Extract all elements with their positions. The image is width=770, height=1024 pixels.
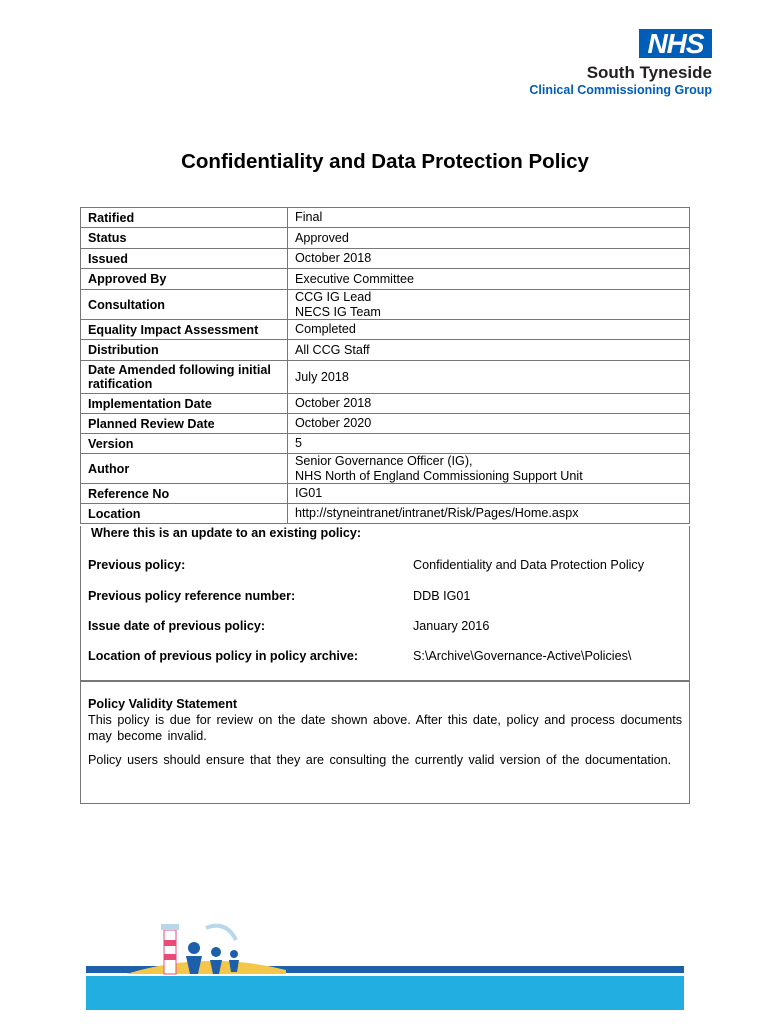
metadata-value-line: NECS IG Team bbox=[295, 304, 381, 319]
metadata-value bbox=[288, 320, 689, 339]
metadata-value-line: Completed bbox=[295, 322, 356, 336]
metadata-label: Ratified bbox=[81, 208, 288, 227]
metadata-row bbox=[81, 320, 689, 340]
metadata-value bbox=[288, 249, 689, 268]
footer-sea-band bbox=[86, 976, 684, 1010]
metadata-label: Author bbox=[81, 454, 288, 483]
metadata-value bbox=[288, 228, 689, 248]
metadata-row bbox=[81, 208, 689, 228]
metadata-row bbox=[81, 228, 689, 249]
figure-icon bbox=[188, 942, 200, 954]
metadata-value bbox=[288, 208, 689, 227]
metadata-label: Status bbox=[81, 228, 288, 248]
metadata-value bbox=[288, 454, 689, 483]
validity-paragraph: This policy is due for review on the date shown above. After this date, policy and process documents may become invalid. bbox=[88, 713, 682, 743]
previous-policy-value: January 2016 bbox=[413, 619, 490, 633]
metadata-label: Location bbox=[81, 504, 288, 523]
previous-policy-label: Issue date of previous policy: bbox=[88, 619, 266, 633]
metadata-row bbox=[81, 269, 689, 290]
metadata-value-line: October 2018 bbox=[295, 251, 372, 265]
previous-policy-value: S:\Archive\Governance-Active\Policies\ bbox=[413, 649, 632, 663]
metadata-value-line: http://styneintranet/intranet/Risk/Pages/Home.aspx bbox=[295, 506, 579, 520]
metadata-row bbox=[81, 290, 689, 320]
metadata-value bbox=[288, 340, 689, 360]
document-title: Confidentiality and Data Protection Policy bbox=[181, 150, 589, 173]
metadata-value bbox=[288, 269, 689, 289]
metadata-row bbox=[81, 414, 689, 434]
metadata-table bbox=[80, 207, 690, 524]
metadata-value-line: IG01 bbox=[295, 486, 323, 500]
previous-policy-label: Previous policy reference number: bbox=[88, 589, 296, 603]
validity-statement bbox=[80, 681, 690, 804]
previous-policy-value: Confidentiality and Data Protection Policy bbox=[413, 558, 645, 572]
nhs-logo: NHS bbox=[639, 29, 712, 58]
metadata-label: Reference No bbox=[81, 484, 288, 503]
previous-policy-heading: Where this is an update to an existing policy: bbox=[91, 526, 362, 540]
metadata-value bbox=[288, 394, 689, 413]
figure-icon bbox=[211, 947, 221, 957]
metadata-label: Equality Impact Assessment bbox=[81, 320, 288, 339]
metadata-value bbox=[288, 414, 689, 433]
lighthouse-icon bbox=[164, 930, 176, 974]
metadata-label: Planned Review Date bbox=[81, 414, 288, 433]
metadata-value bbox=[288, 434, 689, 453]
metadata-value-line: NHS North of England Commissioning Support Unit bbox=[295, 468, 583, 483]
metadata-row bbox=[81, 340, 689, 361]
metadata-value-line: All CCG Staff bbox=[295, 342, 370, 357]
metadata-row bbox=[81, 504, 689, 524]
metadata-row bbox=[81, 454, 689, 484]
metadata-value-line: October 2020 bbox=[295, 416, 372, 430]
kite-icon bbox=[206, 926, 236, 940]
metadata-value-line: October 2018 bbox=[295, 396, 372, 410]
metadata-value bbox=[288, 504, 689, 523]
metadata-row bbox=[81, 484, 689, 504]
metadata-value bbox=[288, 484, 689, 503]
metadata-value-line: Executive Committee bbox=[295, 271, 414, 286]
previous-policy-label: Location of previous policy in policy archive: bbox=[88, 649, 359, 663]
metadata-label: Distribution bbox=[81, 340, 288, 360]
metadata-label: Date Amended following initial ratification bbox=[81, 361, 288, 393]
metadata-value bbox=[288, 361, 689, 393]
footer-graphic bbox=[86, 910, 684, 1010]
metadata-value bbox=[288, 290, 689, 319]
metadata-value-line: July 2018 bbox=[295, 369, 349, 384]
previous-policy-value: DDB IG01 bbox=[413, 589, 471, 603]
metadata-label: Approved By bbox=[81, 269, 288, 289]
metadata-value-line: Final bbox=[295, 210, 323, 224]
previous-policy-section bbox=[80, 526, 690, 681]
metadata-row bbox=[81, 361, 689, 394]
metadata-value-line: CCG IG Lead bbox=[295, 289, 372, 304]
org-subtitle: Clinical Commissioning Group bbox=[529, 83, 712, 97]
metadata-label: Issued bbox=[81, 249, 288, 268]
metadata-label: Version bbox=[81, 434, 288, 453]
metadata-value-line: Senior Governance Officer (IG), bbox=[295, 453, 473, 468]
metadata-row bbox=[81, 249, 689, 269]
figure-icon bbox=[230, 950, 238, 958]
metadata-row bbox=[81, 434, 689, 454]
validity-heading: Policy Validity Statement bbox=[88, 697, 238, 711]
metadata-label: Consultation bbox=[81, 290, 288, 319]
metadata-value-line: Approved bbox=[295, 230, 349, 245]
previous-policy-label: Previous policy: bbox=[88, 558, 186, 572]
org-name: South Tyneside bbox=[586, 63, 712, 82]
validity-paragraph: Policy users should ensure that they are consulting the currently valid version of the documentation. bbox=[88, 753, 672, 767]
metadata-label: Implementation Date bbox=[81, 394, 288, 413]
metadata-row bbox=[81, 394, 689, 414]
metadata-value-line: 5 bbox=[295, 436, 303, 450]
